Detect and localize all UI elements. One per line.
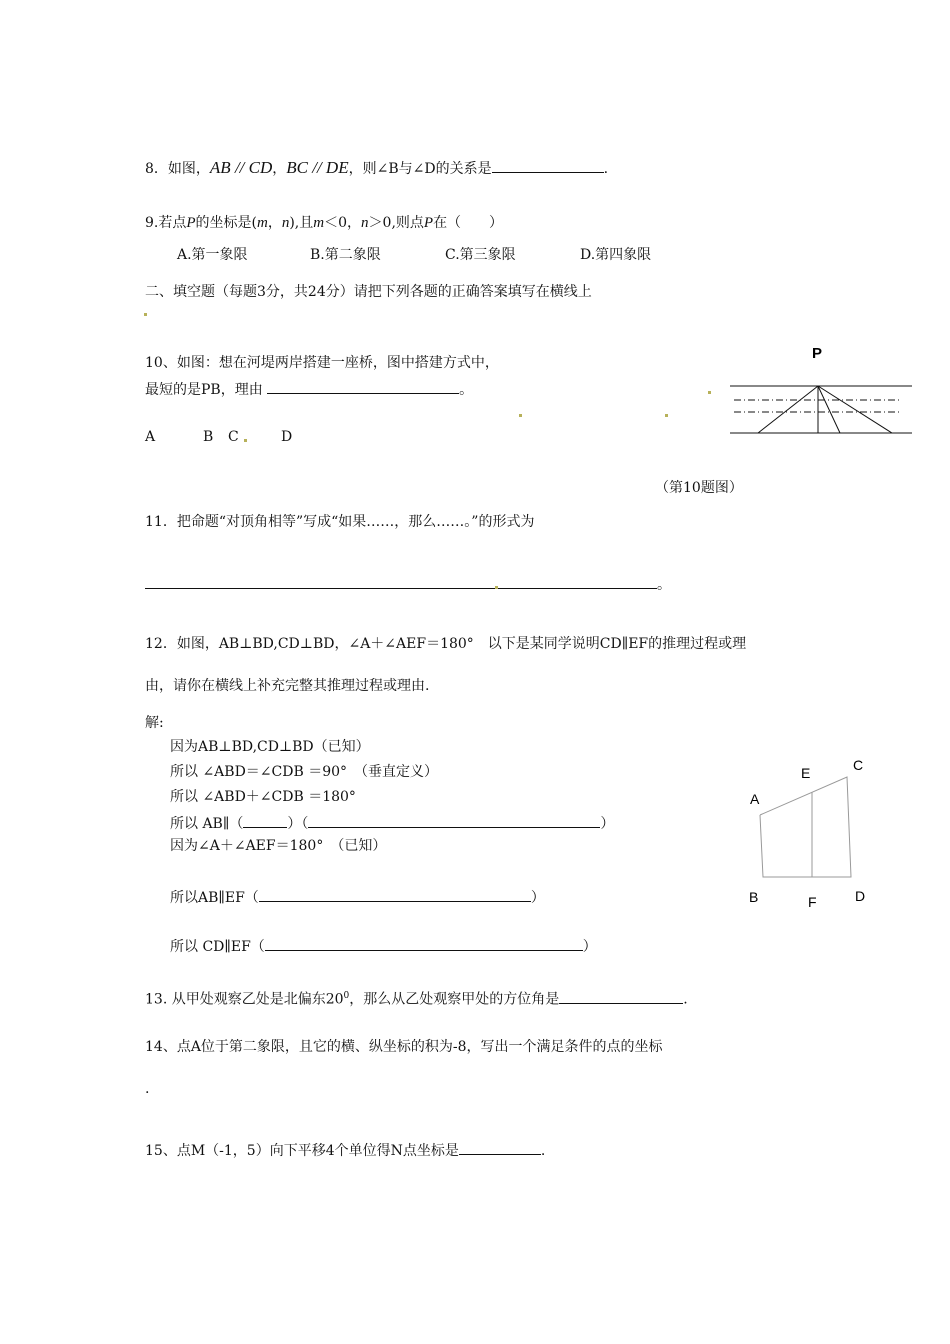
q12-step-6-text: ） [530, 890, 545, 906]
q12-line-2: 由，请你在横线上补充完整其推理过程或理由. [145, 678, 430, 694]
q11-answer-blank[interactable] [145, 574, 657, 589]
q12-step-7-text: ） [582, 939, 597, 955]
q10-label-a: A [145, 429, 156, 445]
q12-step-2: 所以 ∠ABD＝∠CDB ＝90° （垂直定义） [170, 764, 439, 780]
scan-artifact [708, 391, 711, 394]
q8-answer-blank[interactable] [492, 158, 604, 173]
q12-step-6-text: 所以AB∥EF（ [170, 890, 259, 906]
q12-step-4 [170, 813, 614, 833]
q12-line-1: 12．如图，AB⊥BD,CD⊥BD，∠A＋∠AEF＝180° 以下是某同学说明CD∥EF的推理过程或理 [145, 636, 747, 652]
q9-text: 9.若点 [145, 215, 187, 231]
q12-step-1: 因为AB⊥BD,CD⊥BD（已知） [170, 739, 370, 755]
q11-end: 。 [657, 577, 671, 593]
q12-step-3: 所以 ∠ABD＋∠CDB ＝180° [170, 789, 356, 805]
figure-label-p: P [812, 345, 823, 362]
q12-geometry-figure [745, 752, 875, 912]
q12-blank-reason-3[interactable] [265, 936, 583, 951]
q9-text: 在（ ） [433, 215, 504, 231]
q8-sep: ， [272, 161, 287, 177]
q9-option-b[interactable]: B.第二象限 [310, 247, 381, 263]
figure-label-a: A [750, 791, 760, 807]
q10-line-2 [145, 379, 473, 399]
q8-relation-2: BC // DE [286, 158, 349, 177]
q10-river-bridge-figure [722, 340, 917, 440]
q12-blank-reason-1[interactable] [308, 813, 600, 828]
q12-blank-parallel-line[interactable] [243, 813, 287, 828]
q15-stem: 15、点M（-1，5）向下平移4个单位得N点坐标是 [145, 1143, 459, 1159]
q12-solution-label: 解: [145, 715, 164, 731]
q9-var-m: m [313, 215, 325, 231]
q8-relation-1: AB // CD [209, 158, 273, 177]
q8-tail: . [603, 161, 609, 177]
figure-label-e: E [801, 765, 811, 781]
figure-label-b: B [749, 889, 759, 905]
q12-step-4-text: ） [600, 816, 615, 832]
q10-figure-caption: （第10题图） [655, 480, 743, 496]
q9-text: ， [267, 215, 282, 231]
q15-answer-blank[interactable] [459, 1140, 541, 1155]
q9-option-d[interactable]: D.第四象限 [580, 247, 652, 263]
q14-stem: 14、点A位于第二象限，且它的横、纵坐标的积为-8，写出一个满足条件的点的坐标 [145, 1039, 663, 1055]
q12-step-4-text: ）（ [287, 816, 309, 832]
question-15 [145, 1140, 545, 1160]
q8-suffix: ，则∠B与∠D的关系是 [348, 161, 492, 177]
q10-line-1: 10、如图：想在河堤两岸搭建一座桥，图中搭建方式中， [145, 355, 499, 371]
figure-label-f: F [808, 894, 817, 910]
q13-stem: 13. 从甲处观察乙处是北偏东20 [145, 991, 344, 1008]
q10-label-c: C [228, 429, 239, 445]
q10-reason-prompt: 最短的是PB，理由 [145, 382, 263, 398]
q12-step-6 [170, 887, 545, 907]
q12-step-5: 因为∠A＋∠AEF＝180° （已知） [170, 838, 387, 854]
q12-step-7-text: 所以 CD∥EF（ [170, 939, 265, 955]
q9-var-m: m [257, 215, 268, 231]
figure-label-c: C [853, 757, 864, 773]
q9-text: ＞0,则点 [368, 215, 424, 231]
q13-degree-sup: 0 [343, 991, 350, 1001]
q9-text: ＜0， [324, 215, 362, 231]
q9-var-p: P [186, 215, 196, 231]
scan-artifact [244, 439, 247, 442]
scan-artifact [495, 586, 498, 589]
figure-label-d: D [855, 888, 866, 904]
q13-answer-blank[interactable] [559, 989, 683, 1004]
question-8 [145, 158, 608, 178]
q13-stem: ，那么从乙处观察甲处的方位角是 [349, 991, 560, 1008]
q9-text: 的坐标是( [195, 215, 257, 231]
question-13 [145, 987, 688, 1009]
q12-step-4-text: 所以 AB∥（ [170, 816, 244, 832]
scan-artifact [665, 414, 668, 417]
q10-end: 。 [459, 382, 474, 398]
q14-end: . [145, 1081, 150, 1097]
q9-var-n: n [281, 215, 290, 231]
q12-blank-reason-2[interactable] [259, 887, 531, 902]
question-9 [145, 214, 503, 232]
q10-answer-blank[interactable] [267, 379, 459, 394]
q13-end: . [683, 991, 688, 1008]
q9-text: ),且 [289, 215, 314, 231]
q9-option-c[interactable]: C.第三象限 [445, 247, 516, 263]
q9-option-a[interactable]: A.第一象限 [177, 247, 248, 263]
q11-stem: 11．把命题“对顶角相等”写成“如果……，那么……。”的形式为 [145, 514, 535, 530]
q8-prefix: 8．如图， [145, 161, 210, 177]
q11-answer-line [145, 574, 671, 594]
q10-label-d: D [281, 429, 293, 445]
scan-artifact [519, 414, 522, 417]
q9-var-n: n [361, 215, 369, 231]
q9-var-p: P [423, 215, 434, 231]
scan-artifact [144, 313, 147, 316]
q12-step-7 [170, 936, 597, 956]
q15-end: . [540, 1143, 546, 1159]
section-2-heading: 二、填空题（每题3分，共24分）请把下列各题的正确答案填写在横线上 [145, 284, 592, 300]
q10-label-b: B [203, 429, 214, 445]
